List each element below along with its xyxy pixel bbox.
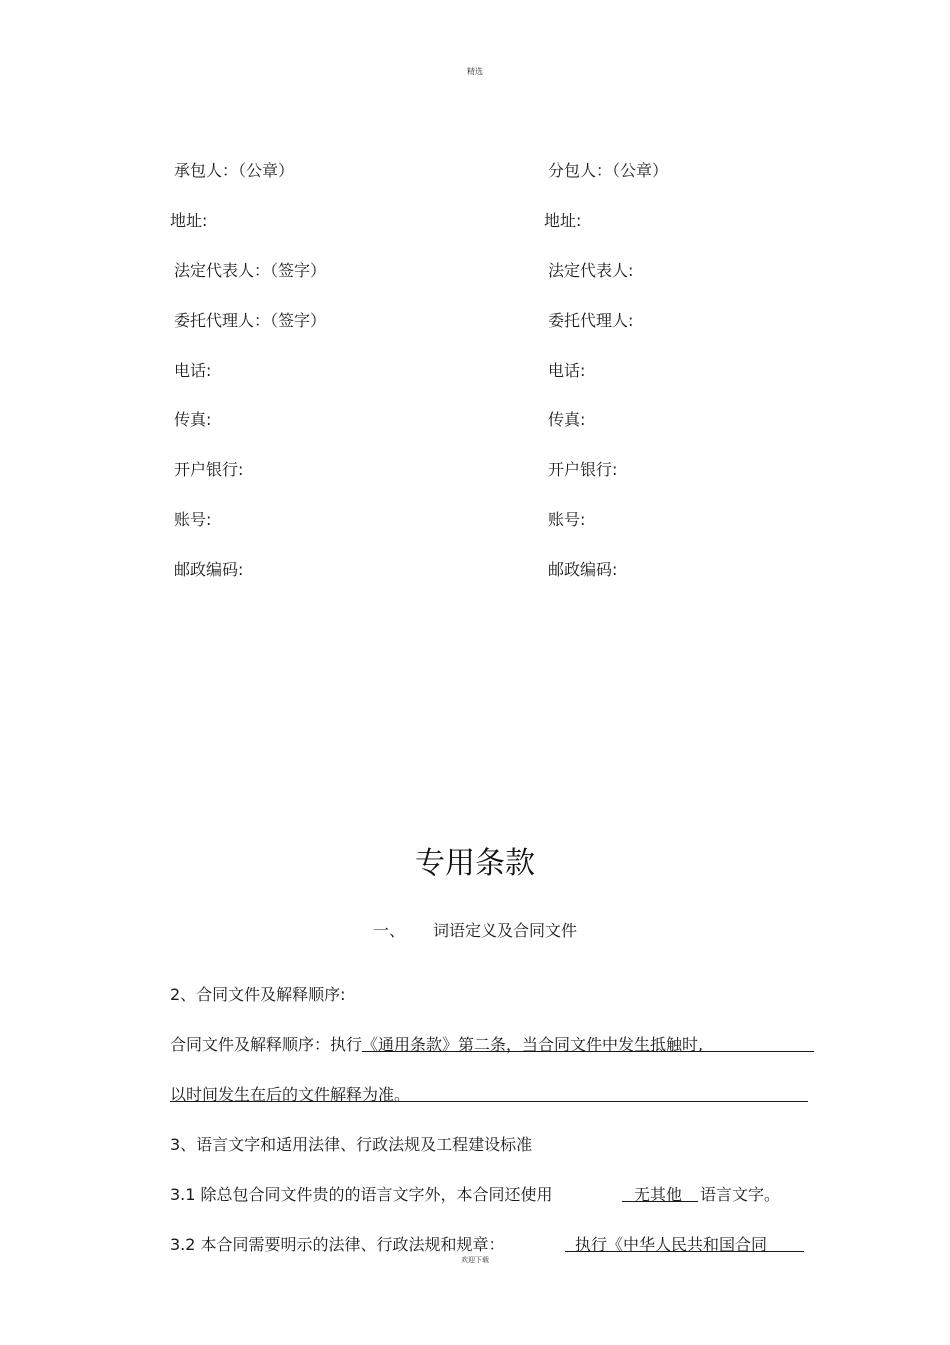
- clause-2-heading: 2、合同文件及解释顺序:: [170, 985, 346, 1004]
- contractor-agent: 委托代理人：（签字）: [174, 311, 327, 330]
- subcontractor-fax: 传真:: [548, 410, 586, 429]
- section-number: 一、: [372, 921, 405, 940]
- subcontractor-postcode: 邮政编码:: [548, 560, 618, 579]
- clause-2-line-2: 以时间发生在后的文件解释为准。: [170, 1085, 411, 1104]
- header-note: 精选: [467, 67, 483, 76]
- clause-2-line-1-prefix: 合同文件及解释顺序：执: [170, 1035, 347, 1054]
- subcontractor-address: 地址:: [544, 211, 582, 230]
- footer-note: 欢迎下载: [461, 1256, 489, 1264]
- clause-3-2-value: 执行《中华人民共和国合同: [575, 1235, 768, 1254]
- subcontractor-bank: 开户银行:: [548, 460, 618, 479]
- clause-3-2-prefix: 3.2 本合同需要明示的法律、行政法规和规章：: [170, 1235, 505, 1254]
- contractor-party: 承包人：（公章）: [174, 161, 295, 180]
- clause-3-1-value: 无其他: [634, 1185, 683, 1204]
- clause-3-1-suffix: 语言文字。: [700, 1185, 781, 1204]
- clause-3-heading: 3、语言文字和适用法律、行政法规及工程建设标准: [170, 1135, 533, 1154]
- underline-rule: [565, 1251, 804, 1252]
- contractor-postcode: 邮政编码:: [174, 560, 244, 579]
- section-heading: [0, 918, 950, 941]
- clause-3-1-prefix: 3.1 除总包合同文件贵的的语言文字外，本合同还使用: [170, 1185, 553, 1204]
- contractor-legal-rep: 法定代表人：（签字）: [174, 261, 327, 280]
- subcontractor-agent: 委托代理人:: [548, 311, 634, 330]
- page-title: 专用条款: [415, 846, 535, 881]
- subcontractor-legal-rep: 法定代表人:: [548, 261, 634, 280]
- contractor-bank: 开户银行:: [174, 460, 244, 479]
- subcontractor-party: 分包人：（公章）: [548, 161, 669, 180]
- contractor-account: 账号:: [174, 510, 212, 529]
- clause-2-line-1-underlined: 行《通用条款》第二条，当合同文件中发生抵触时,: [346, 1035, 704, 1054]
- underline-rule: [170, 1101, 808, 1102]
- contractor-address: 地址:: [170, 211, 208, 230]
- underline-rule: [622, 1201, 698, 1202]
- underline-rule: [362, 1051, 814, 1052]
- contractor-fax: 传真:: [174, 410, 212, 429]
- subcontractor-phone: 电话:: [548, 361, 586, 380]
- subcontractor-account: 账号:: [548, 510, 586, 529]
- contractor-phone: 电话:: [174, 361, 212, 380]
- section-title: 词语定义及合同文件: [433, 921, 578, 940]
